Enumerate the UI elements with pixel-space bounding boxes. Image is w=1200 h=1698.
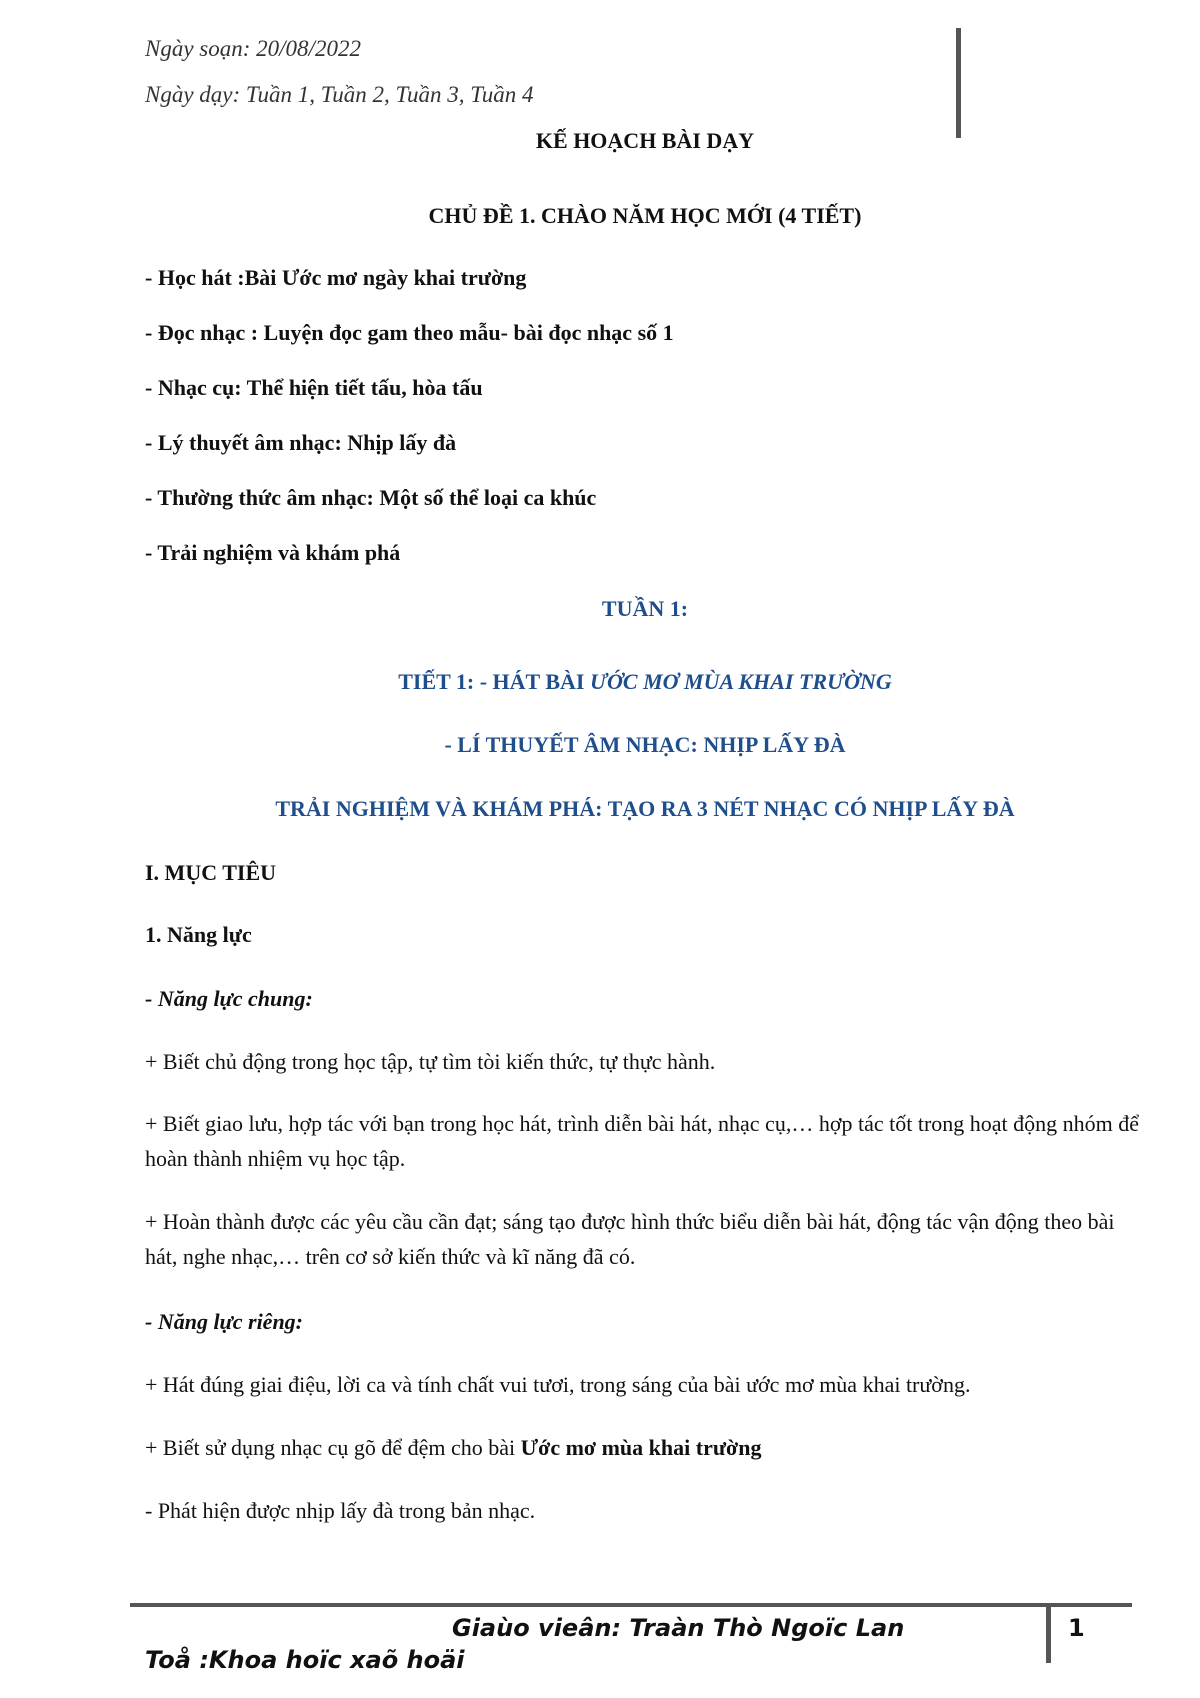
- week-label: TUẦN 1:: [601, 596, 689, 621]
- section-heading: I. MỤC TIÊU: [145, 860, 277, 885]
- specific-label: - Năng lực riêng:: [145, 1309, 304, 1334]
- content-item: - Đọc nhạc : Luyện đọc gam theo mẫu- bài đọc nhạc số 1: [145, 320, 674, 345]
- page-number: 1: [1068, 1614, 1085, 1642]
- subsection-heading: 1. Năng lực: [145, 922, 252, 947]
- lesson-title: [0, 669, 1200, 695]
- experience-title: TRẢI NGHIỆM VÀ KHÁM PHÁ: TẠO RA 3 NÉT NHẠC CÓ NHỊP LẤY ĐÀ: [275, 796, 1015, 821]
- general-item: + Hoàn thành được các yêu cầu cần đạt; sáng tạo được hình thức biểu diễn bài hát, động tác vận động theo bài hát, nghe nhạc,… trên cơ sở kiến thức và kĩ năng đã có.: [145, 1209, 1115, 1269]
- footer-teacher: Giaùo vieân: Traàn Thò Ngoïc Lan: [452, 1614, 905, 1642]
- specific-item: [145, 1435, 761, 1461]
- content-item: - Nhạc cụ: Thể hiện tiết tấu, hòa tấu: [145, 375, 483, 400]
- general-item: + Biết chủ động trong học tập, tự tìm tòi kiến thức, tự thực hành.: [145, 1049, 716, 1074]
- content-item: - Lý thuyết âm nhạc: Nhịp lấy đà: [145, 430, 457, 455]
- page-title: KẾ HOẠCH BÀI DẠY: [535, 128, 755, 153]
- content-item: - Thường thức âm nhạc: Một số thể loại ca khúc: [145, 485, 597, 510]
- general-item: + Biết giao lưu, hợp tác với bạn trong học hát, trình diễn bài hát, nhạc cụ,… hợp tác tốt trong hoạt động nhóm để hoàn thành nhiệm vụ học tập.: [145, 1111, 1140, 1171]
- lesson-song: ƯỚC MƠ MÙA KHAI TRƯỜNG: [589, 669, 892, 694]
- specific-item-prefix: + Biết sử dụng nhạc cụ gõ để đệm cho bài: [145, 1435, 521, 1460]
- footer-rule: [130, 1603, 1132, 1607]
- specific-item: + Hát đúng giai điệu, lời ca và tính chất vui tươi, trong sáng của bài ước mơ mùa khai trường.: [145, 1372, 971, 1397]
- topic-title: CHỦ ĐỀ 1. CHÀO NĂM HỌC MỚI (4 TIẾT): [428, 203, 862, 228]
- lesson-prefix: TIẾT 1: - HÁT BÀI: [398, 669, 590, 694]
- ngay-day: Ngày dạy: Tuần 1, Tuần 2, Tuần 3, Tuần 4: [145, 82, 534, 107]
- margin-bar: [956, 28, 961, 138]
- ngay-soan: Ngày soạn: 20/08/2022: [145, 36, 361, 61]
- song-name: Ước mơ mùa khai trường: [520, 1435, 762, 1460]
- footer-divider: [1046, 1603, 1051, 1663]
- footer-group: Toå :Khoa hoïc xaõ hoäi: [145, 1646, 465, 1674]
- general-label: - Năng lực chung:: [145, 986, 313, 1011]
- theory-title: - LÍ THUYẾT ÂM NHẠC: NHỊP LẤY ĐÀ: [444, 732, 846, 757]
- content-item: - Trải nghiệm và khám phá: [145, 540, 401, 565]
- specific-item: - Phát hiện được nhịp lấy đà trong bản nhạc.: [145, 1498, 536, 1523]
- content-item: - Học hát :Bài Ước mơ ngày khai trường: [145, 265, 527, 290]
